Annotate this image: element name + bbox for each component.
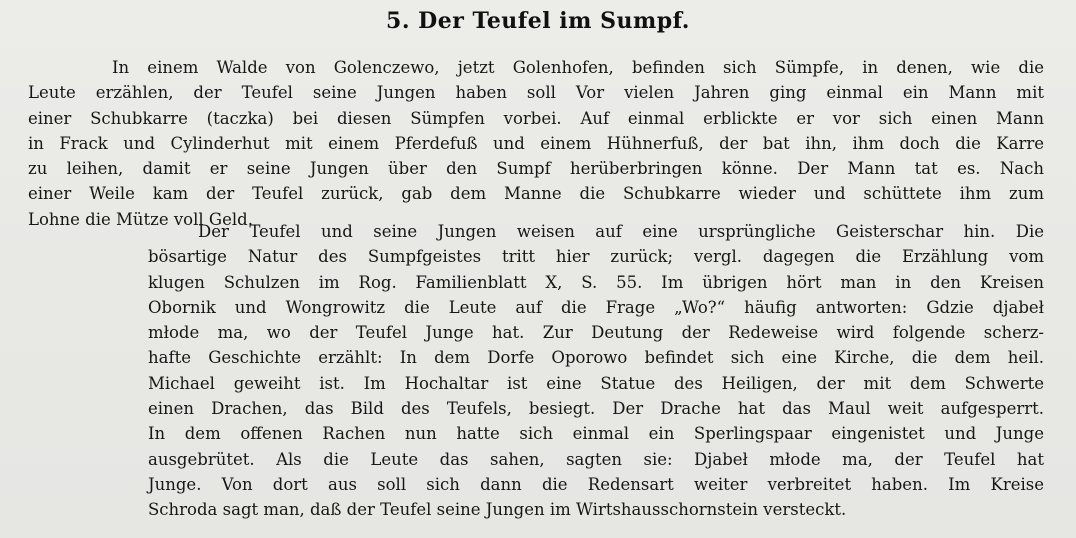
text-line: klugen Schulzen im Rog. Familienblatt X, S. 55. Im übrigen hört man in den Kreisen bbox=[148, 272, 1044, 292]
text-line: bösartige Natur des Sumpfgeistes tritt hier zurück; vergl. dagegen die Erzählung vom bbox=[148, 247, 1044, 267]
text-line: In einem Walde von Golenczewo, jetzt Golenhofen, befinden sich Sümpfe, in denen, wie die bbox=[112, 58, 1044, 77]
text-line: Michael geweiht ist. Im Hochaltar ist eine Statue des Heiligen, der mit dem Schwerte bbox=[148, 373, 1044, 393]
text-line: in Frack und Cylinderhut mit einem Pferdefuß und einem Hühnerfuß, der bat ihn, ihm doch die Karre bbox=[28, 133, 1044, 153]
story-paragraph bbox=[28, 55, 1044, 232]
text-line: Schroda sagt man, daß der Teufel seine Jungen im Wirtshausschornstein versteckt. bbox=[148, 500, 847, 520]
section-title: 5. Der Teufel im Sumpf. bbox=[386, 8, 690, 34]
text-line: In dem offenen Rachen nun hatte sich einmal ein Sperlingspaar eingenistet und Junge bbox=[148, 424, 1044, 444]
text-line: Lohne die Mütze voll Geld. bbox=[28, 209, 253, 229]
text-line: ausgebrütet. Als die Leute das sahen, sagten sie: Djabeł młode ma, der Teufel hat bbox=[148, 449, 1044, 469]
text-line: einer Weile kam der Teufel zurück, gab dem Manne die Schubkarre wieder und schüttete ihm zum bbox=[28, 184, 1044, 204]
text-line: Leute erzählen, der Teufel seine Jungen haben soll Vor vielen Jahren ging einmal ein Mann mit bbox=[28, 83, 1044, 103]
text-line: einen Drachen, das Bild des Teufels, besiegt. Der Drache hat das Maul weit aufgesperrt. bbox=[148, 399, 1044, 419]
text-line: Junge. Von dort aus soll sich dann die Redensart weiter verbreitet haben. Im Kreise bbox=[148, 474, 1044, 494]
text-line: zu leihen, damit er seine Jungen über den Sumpf herüberbringen könne. Der Mann tat es. Nach bbox=[28, 159, 1044, 179]
text-line: młode ma, wo der Teufel Junge hat. Zur Deutung der Redeweise wird folgende scherz- bbox=[148, 323, 1044, 343]
text-line: hafte Geschichte erzählt: In dem Dorfe Oporowo befindet sich eine Kirche, die dem heil. bbox=[148, 348, 1044, 368]
text-line: Obornik und Wongrowitz die Leute auf die Frage „Wo?“ häufig antworten: Gdzie djabeł bbox=[148, 297, 1044, 317]
text-line: einer Schubkarre (taczka) bei diesen Sümpfen vorbei. Auf einmal erblickte er vor sich einen Mann bbox=[28, 108, 1044, 128]
commentary-paragraph bbox=[28, 219, 1044, 523]
text-line: Der Teufel und seine Jungen weisen auf eine ursprüngliche Geisterschar hin. Die bbox=[198, 222, 1044, 241]
